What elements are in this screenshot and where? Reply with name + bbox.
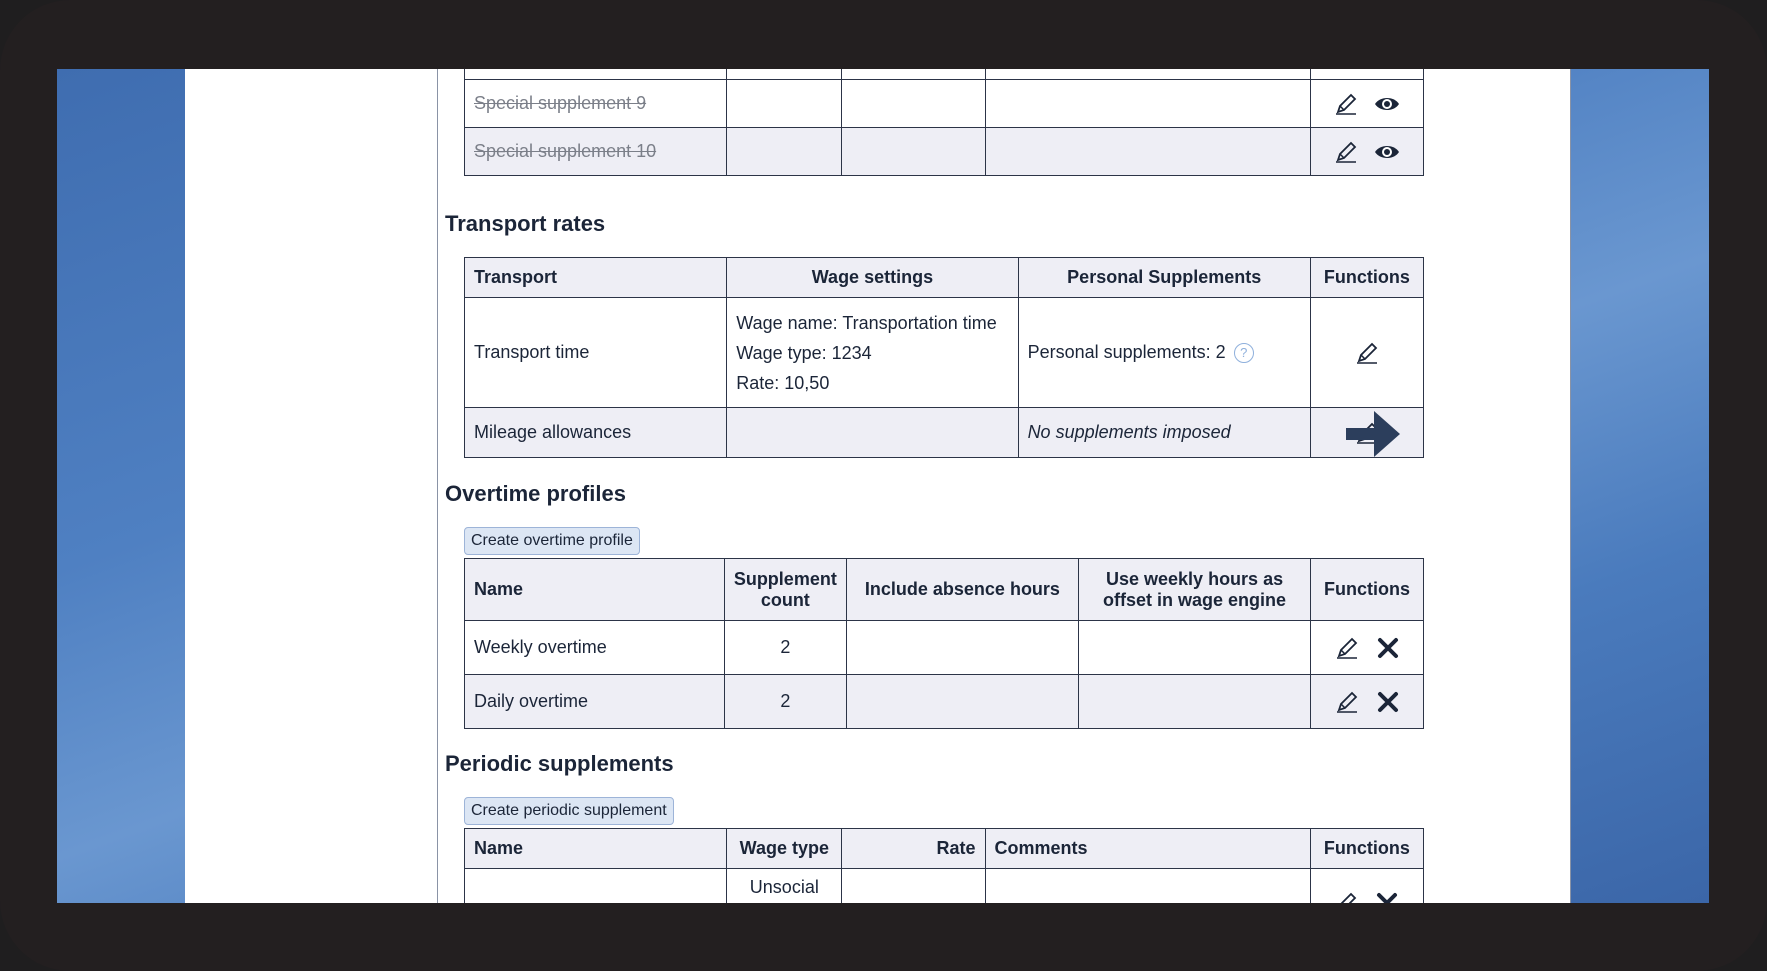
- transport-table: [464, 257, 1424, 458]
- eye-icon[interactable]: [1373, 90, 1401, 118]
- special-name: Special supplement 9: [474, 93, 647, 113]
- col-weekly-hours: Use weekly hours as offset in wage engine: [1079, 559, 1311, 621]
- no-supplements-text: No supplements imposed: [1027, 422, 1231, 442]
- periodic-table: [464, 828, 1424, 903]
- col-comments: Comments: [985, 829, 1310, 869]
- table-row: [465, 80, 1424, 128]
- left-panel: [185, 69, 437, 903]
- table-header: [465, 258, 1424, 298]
- overtime-title: Overtime profiles: [445, 481, 626, 506]
- pencil-icon[interactable]: [1353, 339, 1381, 367]
- col-name: Name: [465, 829, 727, 869]
- table-row: [465, 298, 1424, 408]
- pencil-icon[interactable]: [1332, 138, 1360, 166]
- eye-icon[interactable]: [1373, 138, 1401, 166]
- supplement-count: 2: [724, 621, 846, 675]
- table-row: [465, 675, 1424, 729]
- content-area: [437, 69, 1571, 903]
- delete-x-icon[interactable]: [1374, 688, 1402, 716]
- periodic-wage-type: Unsocial: [727, 869, 842, 904]
- col-transport: Transport: [465, 258, 727, 298]
- col-functions: Functions: [1310, 829, 1423, 869]
- transport-title: Transport rates: [445, 211, 606, 236]
- col-personal: Personal Supplements: [1018, 258, 1310, 298]
- col-supplement-count: Supplement count: [724, 559, 846, 621]
- transport-name: Transport time: [465, 298, 727, 408]
- table-row: [465, 408, 1424, 458]
- create-periodic-supplement-button[interactable]: Create periodic supplement: [464, 797, 674, 825]
- pencil-icon[interactable]: [1332, 90, 1360, 118]
- table-header: [465, 829, 1424, 869]
- personal-supplements: Personal supplements: 2: [1027, 341, 1226, 362]
- wage-name: Wage name: Transportation time: [736, 312, 997, 333]
- transport-name: Mileage allowances: [465, 408, 727, 458]
- pencil-icon[interactable]: [1333, 634, 1361, 662]
- col-include-absence: Include absence hours: [846, 559, 1078, 621]
- screen: [57, 69, 1709, 903]
- col-functions: Functions: [1311, 559, 1424, 621]
- special-supplements-table: [464, 69, 1424, 176]
- col-name: Name: [465, 559, 725, 621]
- pointer-arrow-icon: [1344, 409, 1402, 459]
- table-header: [465, 559, 1424, 621]
- delete-x-icon[interactable]: [1374, 634, 1402, 662]
- table-row: [465, 128, 1424, 176]
- overtime-name: Daily overtime: [465, 675, 725, 729]
- periodic-title: Periodic supplements: [445, 751, 674, 776]
- supplement-count: 2: [724, 675, 846, 729]
- pencil-icon[interactable]: [1332, 889, 1360, 903]
- col-rate: Rate: [842, 829, 985, 869]
- help-icon[interactable]: ?: [1234, 343, 1254, 363]
- table-row: [465, 869, 1424, 904]
- special-name: Special supplement 10: [474, 141, 657, 161]
- table-row: [465, 621, 1424, 675]
- col-wage-type: Wage type: [727, 829, 842, 869]
- delete-x-icon[interactable]: [1373, 889, 1401, 903]
- col-wage-settings: Wage settings: [727, 258, 1018, 298]
- wage-type: Wage type: 1234: [736, 342, 872, 363]
- pencil-icon[interactable]: [1333, 688, 1361, 716]
- wage-rate: Rate: 10,50: [736, 372, 830, 393]
- create-overtime-profile-button[interactable]: Create overtime profile: [464, 527, 640, 555]
- col-functions: Functions: [1310, 258, 1423, 298]
- table-row: [465, 69, 1424, 80]
- overtime-table: [464, 558, 1424, 729]
- overtime-name: Weekly overtime: [465, 621, 725, 675]
